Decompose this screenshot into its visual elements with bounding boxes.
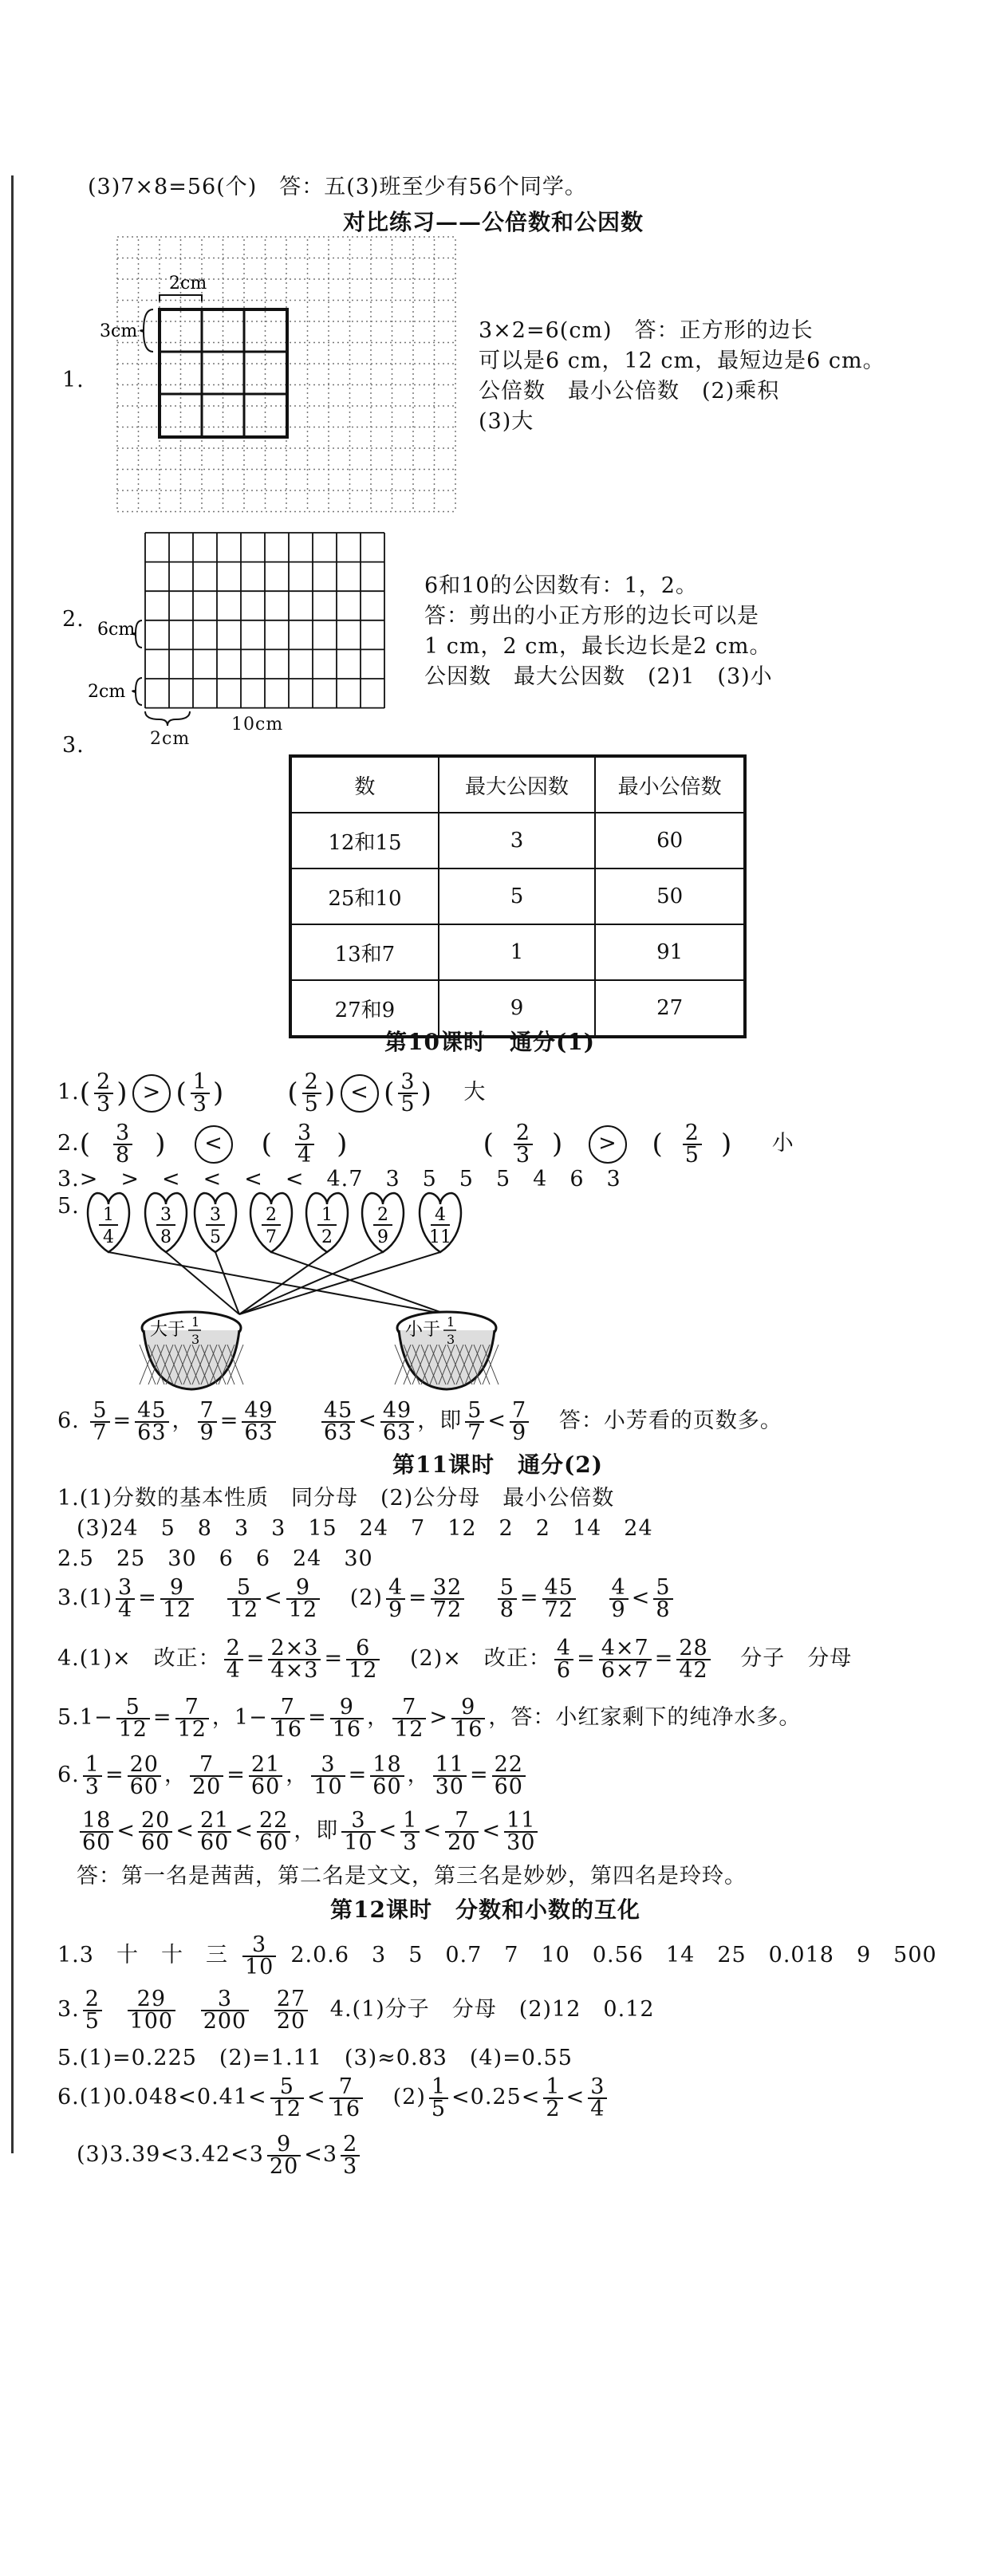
svg-text:1: 1 [321,1205,333,1225]
basket-left [140,1312,243,1389]
item2-label-10cm: 10cm [231,715,284,735]
svg-text:2: 2 [377,1205,388,1225]
svg-text:2: 2 [266,1205,277,1225]
table-header-row [290,756,745,813]
top-line: (3)7×8=56(个) 答：五(3)班至少有56个同学。 [88,175,587,199]
item1-text-line1: 3×2=6(cm) 答：正方形的边长 [479,318,814,343]
lesson10-q5-figure [80,1188,590,1396]
table-row [290,924,745,980]
lesson10-q6: 6. $\frac{5}{7}$ = $\frac{45}{63}$ ， $\frac{7}{9}$ = $\frac{49}{63}$ $\frac{45}{63}$ < $\frac{49}{63}$ ，即 $\frac{5}{7}$ < $\frac{7}{9}$ 答：小芳看的页数多。 [57,1397,782,1445]
gcd-lcm-table [289,754,747,1038]
svg-text:8: 8 [160,1227,171,1247]
svg-text:1: 1 [191,1314,200,1329]
lesson11-line9: 答：第一名是茜茜，第二名是文文，第三名是妙妙，第四名是玲玲。 [77,1864,747,1889]
svg-text:7: 7 [266,1227,277,1247]
table-header: 最小公倍数 [595,756,745,813]
section-title-compare: 对比练习——公倍数和公因数 [343,209,644,235]
lesson10-title: 第10课时 通分(1) [384,1029,595,1055]
item1-text-line2: 可以是6 cm，12 cm，最短边是6 cm。 [479,349,885,373]
item2-number: 2. [62,607,85,632]
item1-grid-figure [100,239,463,518]
svg-text:11: 11 [429,1227,451,1247]
table-cell: 12和15 [290,813,439,869]
svg-text:5: 5 [210,1227,221,1247]
table-cell: 91 [595,924,745,980]
table-cell: 1 [439,924,595,980]
table-cell: 60 [595,813,745,869]
lesson10-q5-number: 5. [57,1194,80,1219]
lesson11-title: 第11课时 通分(2) [392,1451,603,1478]
table-cell: 25和10 [290,869,439,924]
table-row [290,869,745,924]
lesson11-line3: 2.5 25 30 6 6 24 30 [57,1546,373,1571]
table-cell: 13和7 [290,924,439,980]
heart-fraction [88,1193,129,1252]
item2-label-2cm-bottom: 2cm [150,729,191,749]
svg-text:2: 2 [321,1227,333,1247]
item2-grid-figure [80,526,415,718]
heart-fraction [195,1193,236,1252]
item1-label-2cm: 2cm [169,274,207,293]
lesson12-line4: 6.(1)0.048<0.41< $\frac{5}{12}$ < $\frac{7}{16}$ (2) $\frac{1}{5}$ <0.25< $\frac{1}{2}$ < $\frac{3}{4}$ [57,2074,610,2121]
item2-text-line2: 答：剪出的小正方形的边长可以是 [424,604,759,628]
item1-label-3cm: 3cm [100,321,138,341]
lesson10-q2: 2.( $\frac{3}{8}$ ) < ( $\frac{3}{4}$ ) ( $\frac{2}{3}$ ) > ( $\frac{2}{5}$ ) 小 [57,1120,794,1168]
item2-label-6cm: 6cm [97,620,136,640]
svg-text:4: 4 [103,1227,114,1247]
heart-fraction [420,1193,461,1252]
lesson12-line1: 1.3 十 十 三 $\frac{3}{10}$ 2.0.6 3 5 0.7 7 10 0.56 14 25 0.018 9 500 [57,1932,937,1979]
table-cell: 27 [595,980,745,1037]
item2-text-line1: 6和10的公因数有：1，2。 [424,573,698,598]
svg-text:3: 3 [210,1205,221,1225]
item2-label-2cm-left: 2cm [88,682,126,702]
lesson12-line3: 5.(1)=0.225 (2)=1.11 (3)≈0.83 (4)=0.55 [57,2046,573,2070]
lesson11-line8: $\frac{18}{60}$ < $\frac{20}{60}$ < $\frac{21}{60}$ < $\frac{22}{60}$ ，即 $\frac{3}{10}$ < $\frac{1}{3}$ < $\frac{7}{20}$ < $\frac{11}{30}$ [77,1807,541,1855]
svg-text:小于: 小于 [405,1320,441,1340]
item2-text-line3: 1 cm，2 cm，最长边长是2 cm。 [424,634,772,659]
svg-text:4: 4 [435,1205,446,1225]
svg-text:1: 1 [447,1314,455,1329]
lesson12-line2: 3. $\frac{2}{5}$ $\frac{29}{100}$ $\frac{3}{200}$ $\frac{27}{20}$ 4.(1)分子 分母 (2)12 0.12 [57,1986,655,2034]
item2-text-line4: 公因数 最大公因数 (2)1 (3)小 [424,664,773,689]
lesson10-q1: 1.( $\frac{2}{3}$ ) > ( $\frac{1}{3}$ ) ( $\frac{2}{5}$ ) < ( $\frac{3}{5}$ ) 大 [57,1069,487,1117]
table-cell: 3 [439,813,595,869]
heart-fraction [145,1193,187,1252]
item3-number: 3. [62,733,85,758]
item1-text-line3: 公倍数 最小公倍数 (2)乘积 [479,379,780,404]
table-cell: 50 [595,869,745,924]
table-cell: 27和9 [290,980,439,1037]
lesson10-q3: 3.> > < < < < 4.7 3 5 5 5 4 6 3 [57,1167,621,1191]
basket-right [395,1312,499,1389]
svg-text:1: 1 [103,1205,114,1225]
heart-fraction [250,1193,292,1252]
lesson11-line5: 4.(1)× 改正： $\frac{2}{4}$ = $\frac{2\times 3}{4\times 3}$ = $\frac{6}{12}$ (2)× 改正： $\frac{4}{6}$ = $\frac{4\times 7}{6\times 7}$ = $\frac{28}{42}$ 分子 分母 [57,1635,853,1683]
svg-text:3: 3 [447,1332,455,1347]
lesson11-line2: (3)24 5 8 3 3 15 24 7 12 2 2 14 24 [77,1516,653,1541]
lesson12-title: 第12课时 分数和小数的互化 [330,1897,640,1923]
item1-text-line4: (3)大 [479,409,534,434]
table-header: 数 [290,756,439,813]
lesson11-line4: 3.(1) $\frac{3}{4}$ = $\frac{9}{12}$ $\frac{5}{12}$ < $\frac{9}{12}$ (2) $\frac{4}{9}$ = $\frac{32}{72}$ $\frac{5}{8}$ = $\frac{45}{72}$ $\frac{4}{9}$ < $\frac{5}{8}$ [57,1574,676,1622]
lesson11-line7: 6. $\frac{1}{3}$ = $\frac{20}{60}$ ， $\frac{7}{20}$ = $\frac{21}{60}$ ， $\frac{3}{10}$ = $\frac{18}{60}$ ， $\frac{11}{30}$ = $\frac{22}{60}$ [57,1751,529,1799]
lesson11-line6: 5.1− $\frac{5}{12}$ = $\frac{7}{12}$ ，1− $\frac{7}{16}$ = $\frac{9}{16}$ ， $\frac{7}{12}$ > $\frac{9}{16}$ ，答：小红家剩下的纯净水多。 [57,1694,802,1742]
table-row [290,813,745,869]
margin-line [11,175,14,2153]
table-cell: 9 [439,980,595,1037]
lesson12-line5: (3)3.39<3.42<3 $\frac{9}{20}$ <3 $\frac{2}{3}$ [77,2131,363,2179]
svg-text:3: 3 [191,1332,200,1347]
table-header: 最大公因数 [439,756,595,813]
svg-text:9: 9 [377,1227,388,1247]
table-cell: 5 [439,869,595,924]
heart-fraction [306,1193,348,1252]
lesson11-line1: 1.(1)分数的基本性质 同分母 (2)公分母 最小公倍数 [57,1486,615,1511]
heart-fraction [362,1193,404,1252]
item1-number: 1. [62,368,85,392]
svg-text:大于: 大于 [150,1320,186,1340]
svg-text:3: 3 [160,1205,171,1225]
